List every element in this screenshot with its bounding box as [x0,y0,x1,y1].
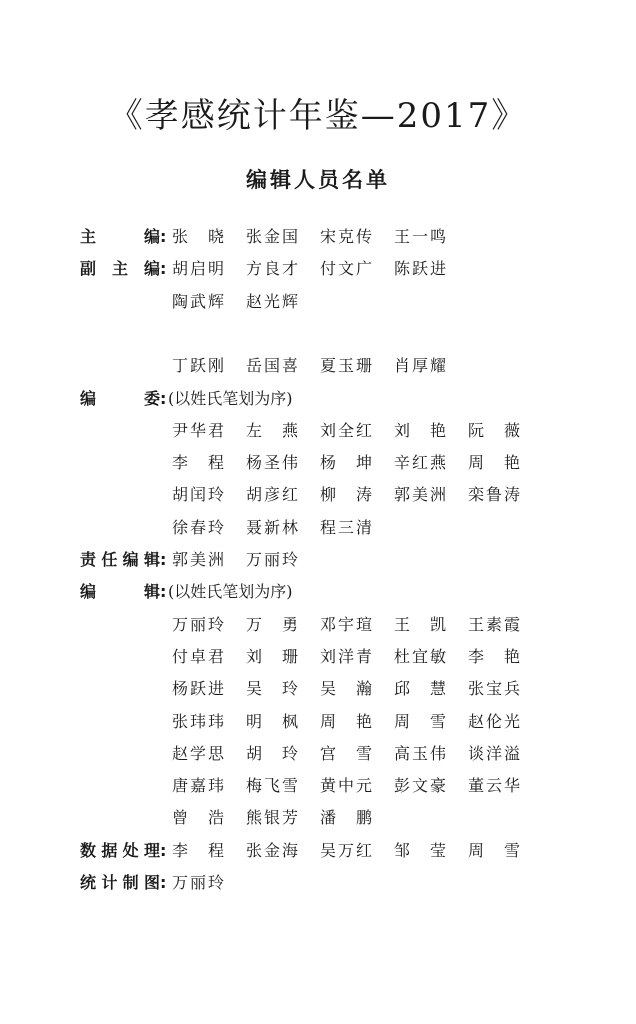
section-label [80,256,168,279]
label-colon: : [160,582,167,602]
person-name: 黄中元 [320,776,372,796]
section-label [80,224,168,247]
person-name: 刘艳 [394,420,446,440]
person-name: 夏玉珊 [320,356,372,376]
person-name: 张金海 [246,840,298,860]
person-name: 邹莹 [394,840,446,860]
page-title: 编辑人员名单 [246,168,390,192]
person-name: 陈跃进 [394,259,446,279]
person-name: 徐春玲 [172,517,224,537]
person-name: 付文广 [320,259,372,279]
person-name: 付卓君 [172,646,224,666]
person-name: 栾鲁涛 [468,485,520,505]
person-name: 高玉伟 [394,743,446,763]
person-name: 谈洋溢 [468,743,520,763]
section-label-text: 主编 [80,227,160,246]
person-name: 程三清 [320,517,372,537]
section-label-text: 数据处理 [80,840,160,860]
person-name: 彭文豪 [394,776,446,796]
person-name: 杨坤 [320,453,372,473]
person-name: 周艳 [320,711,372,731]
person-name: 王一鸣 [394,227,446,246]
person-name: 刘全红 [320,420,372,440]
person-name: 杨跃进 [172,679,224,699]
person-name: 张金国 [246,227,298,246]
person-name: 刘珊 [246,646,298,666]
person-name: 肖厚耀 [394,356,446,376]
person-name: 宫雪 [320,743,372,763]
person-name: 王凯 [394,614,446,634]
person-name: 胡彦红 [246,485,298,505]
book-title: 《孝感统计年鉴—2017》 [108,96,528,136]
label-colon: : [160,550,167,569]
section-label-text: 副主编 [80,259,160,279]
person-name: 李程 [172,453,224,473]
person-name: 胡启明 [172,259,224,279]
label-colon: : [160,388,167,408]
person-name: 潘鹏 [320,808,372,828]
section-label [80,870,168,893]
person-name: 岳国喜 [246,356,298,376]
person-name: 李程 [172,840,224,860]
person-name: 辛红燕 [394,453,446,473]
person-name: 熊银芳 [246,808,298,828]
person-name: 郭美洲 [394,485,446,505]
person-name: 吴玲 [246,679,298,699]
section-label-text: 编委 [80,388,160,408]
person-name: 张晓 [172,227,224,246]
person-name: 方良才 [246,259,298,279]
person-name: 吴万红 [320,840,372,860]
person-name: 刘洋青 [320,646,372,666]
person-name: 周雪 [468,840,520,860]
person-name: 周艳 [468,453,520,473]
section-label [80,838,168,861]
label-colon: : [160,259,167,279]
person-name: 杨圣伟 [246,453,298,473]
person-name: 万勇 [246,614,298,634]
section-label [80,386,168,409]
person-name: 周雪 [394,711,446,731]
person-name: 陶武辉 [172,291,224,311]
section-label-text: 编辑 [80,582,160,602]
person-name: 董云华 [468,776,520,796]
person-name: 宋克传 [320,227,372,246]
person-name: 柳涛 [320,485,372,505]
person-name: 万丽玲 [172,873,224,892]
person-name: 邱慧 [394,679,446,699]
person-name: 赵学思 [172,743,224,763]
person-name: 王素霞 [468,614,520,634]
person-name: 郭美洲 [172,550,224,569]
section-label [80,579,168,602]
sort-note: (以姓氏笔划为序) [168,582,293,602]
section-label-text: 统计制图 [80,873,160,892]
person-name: 唐嘉玮 [172,776,224,796]
person-name: 邓宇瑄 [320,614,372,634]
person-name: 胡闰玲 [172,485,224,505]
sort-note: (以姓氏笔划为序) [168,388,293,408]
person-name: 梅飞雪 [246,776,298,796]
label-colon: : [160,227,167,246]
label-colon: : [160,840,167,860]
person-name: 左燕 [246,420,298,440]
person-name: 张玮玮 [172,711,224,731]
person-name: 明枫 [246,711,298,731]
person-name: 赵伦光 [468,711,520,731]
label-colon: : [160,873,167,892]
person-name: 赵光辉 [246,291,298,311]
person-name: 胡玲 [246,743,298,763]
person-name: 杜宜敏 [394,646,446,666]
person-name: 尹华君 [172,420,224,440]
person-name: 张宝兵 [468,679,520,699]
person-name: 吴瀚 [320,679,372,699]
person-name: 阮薇 [468,420,520,440]
person-name: 李艳 [468,646,520,666]
person-name: 万丽玲 [246,550,298,569]
section-label [80,547,168,570]
person-name: 万丽玲 [172,614,224,634]
person-name: 丁跃刚 [172,356,224,376]
person-name: 聂新林 [246,517,298,537]
person-name: 曾浩 [172,808,224,828]
section-label-text: 责任编辑 [80,550,160,569]
